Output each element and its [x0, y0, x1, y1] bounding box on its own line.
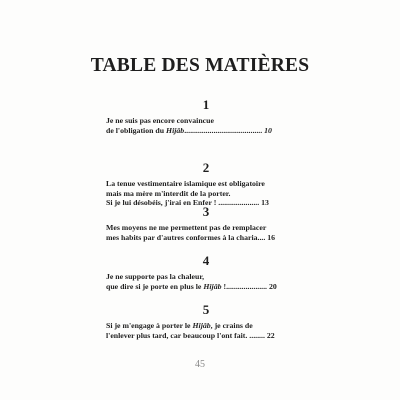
entry-text: , je crains de	[210, 321, 253, 330]
toc-section-5	[106, 303, 306, 340]
entry-text: mais ma mère m'interdit de la porter.	[106, 188, 231, 198]
entry-text: de l'obligation du	[106, 125, 167, 135]
page-number: 45	[195, 359, 205, 370]
toc-entry-line	[106, 331, 306, 341]
italic-term: Hijâb	[203, 281, 222, 291]
toc-entry-text	[106, 116, 306, 135]
toc-section-1	[106, 98, 306, 135]
toc-section-4	[106, 254, 306, 291]
toc-entry-line	[106, 126, 306, 136]
toc-entry-text	[106, 272, 306, 291]
toc-section-3	[106, 205, 306, 242]
entry-text: l'enlever plus tard, car beaucoup l'ont fait. ........ 22	[106, 330, 275, 340]
page-title: TABLE DES MATIÈRES	[90, 55, 310, 76]
entry-text: Si je m'engage à porter le	[106, 321, 193, 330]
entry-text: mes habits par d'autres conformes à la charia.... 16	[106, 232, 276, 242]
entry-text: !..................... 20	[221, 281, 277, 291]
entry-text: Je ne suis pas encore convaincue	[106, 116, 214, 125]
entry-text: Si je lui désobéis, j'irai en Enfer ! ..................... 13	[106, 198, 269, 208]
section-number: 2	[202, 160, 210, 175]
toc-entry-text	[106, 321, 306, 340]
italic-term: Hijâb	[166, 125, 185, 135]
section-number: 3	[202, 204, 210, 219]
toc-entry-line	[106, 272, 306, 282]
italic-term: 10	[264, 125, 272, 135]
entry-text: que dire si je porte en plus le	[106, 281, 204, 291]
toc-entry-line	[106, 116, 306, 126]
toc-entry-line	[106, 189, 306, 199]
entry-text: Mes moyens ne me permettent pas de remplacer	[106, 223, 267, 232]
toc-entry-line	[106, 179, 306, 189]
toc-entry-line	[106, 282, 306, 292]
italic-term: Hijâb	[192, 321, 211, 330]
entry-text: ........................................	[184, 125, 265, 135]
entry-text: Je ne supporte pas la chaleur,	[106, 272, 205, 281]
toc-entry-line	[106, 223, 306, 233]
section-number: 5	[202, 302, 210, 317]
section-number: 1	[202, 97, 210, 112]
toc-entry-line	[106, 321, 306, 331]
toc-section-2	[106, 161, 306, 208]
entry-text: La tenue vestimentaire islamique est obligatoire	[106, 179, 265, 188]
toc-entry-line	[106, 233, 306, 243]
section-number: 4	[202, 253, 210, 268]
toc-entry-text	[106, 223, 306, 242]
